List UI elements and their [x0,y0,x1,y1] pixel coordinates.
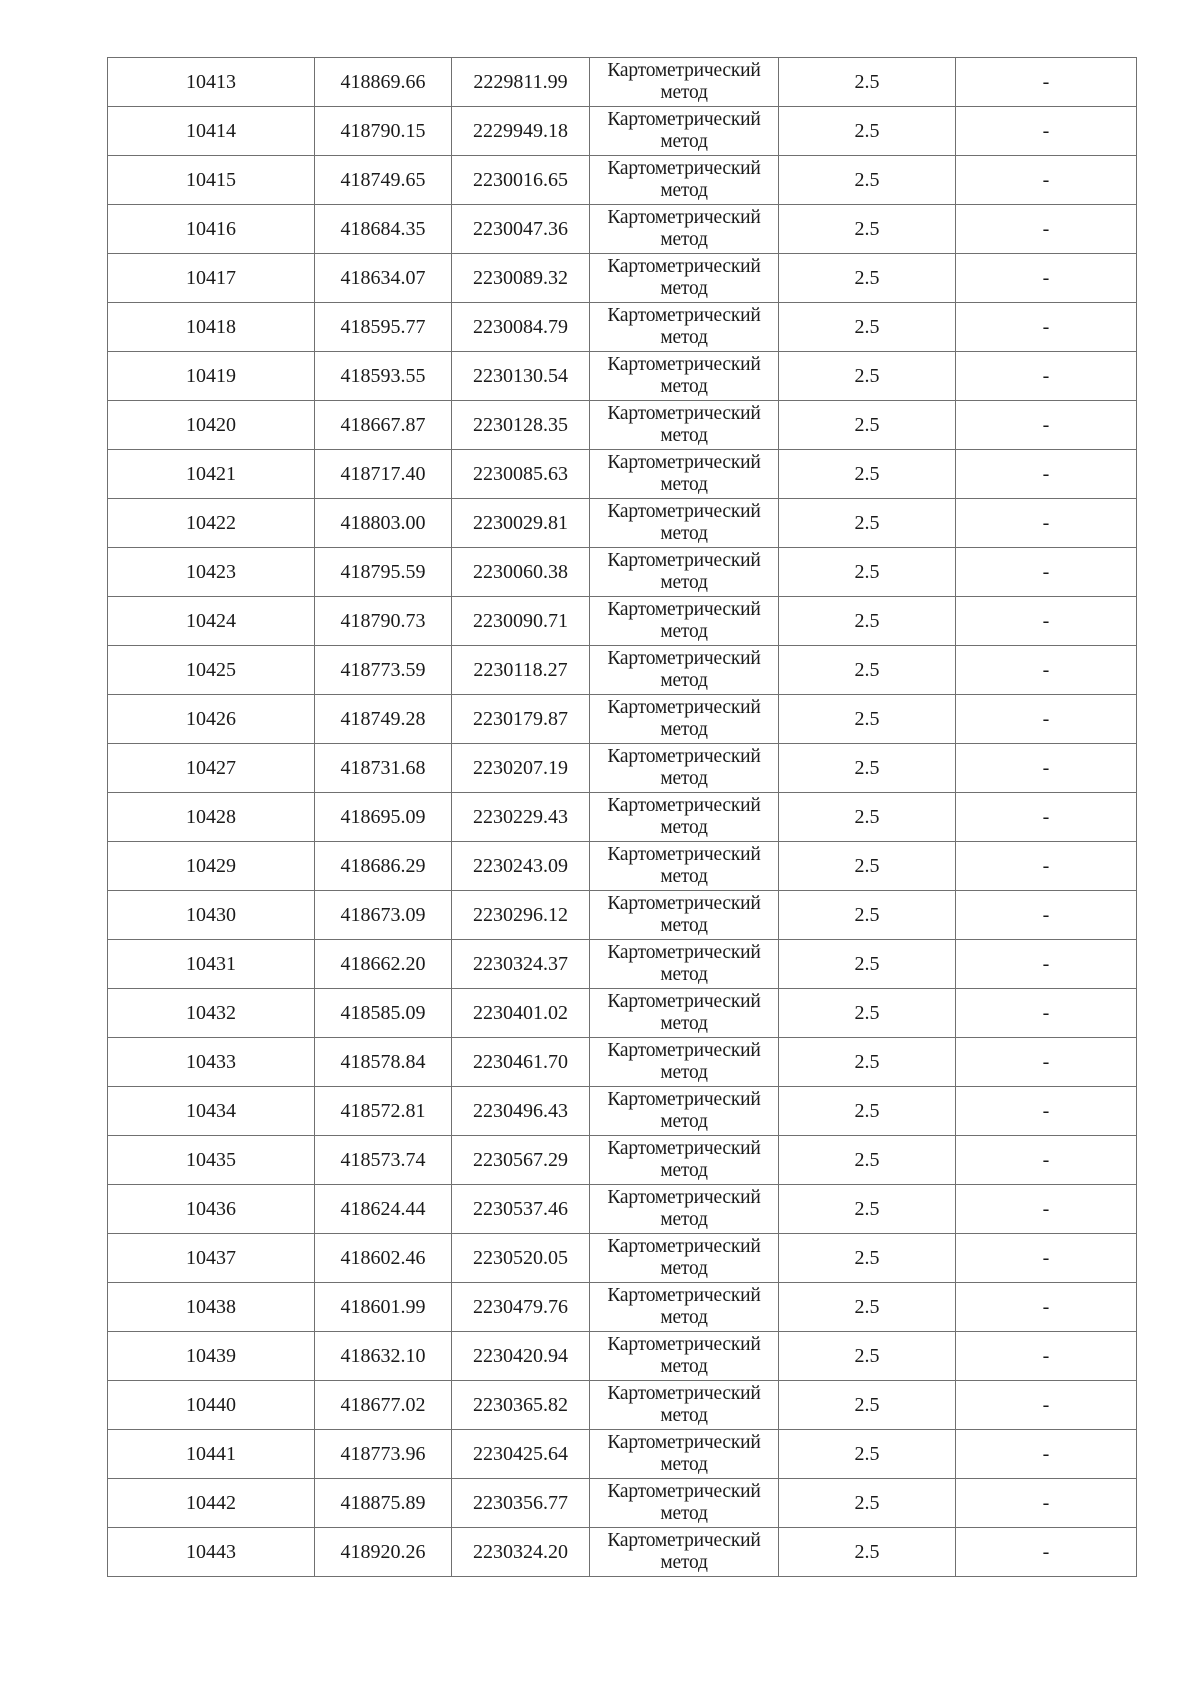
method-cell [590,1087,779,1136]
coordinates-table [107,57,1137,1577]
method-line-2: метод [660,621,708,642]
method-line-1: Картометрический [607,991,761,1012]
method-cell [590,695,779,744]
note-cell: - [956,1381,1137,1430]
point-number-cell: 10421 [108,450,315,499]
accuracy-cell: 2.5 [779,695,956,744]
method-cell [590,1136,779,1185]
method-line-2: метод [660,1307,708,1328]
point-number-cell: 10419 [108,352,315,401]
y-coordinate-cell: 2230090.71 [452,597,590,646]
method-cell [590,646,779,695]
method-line-1: Картометрический [607,795,761,816]
method-line-1: Картометрический [607,452,761,473]
x-coordinate-cell: 418773.59 [315,646,452,695]
method-line-2: метод [660,82,708,103]
point-number-cell: 10417 [108,254,315,303]
method-line-1: Картометрический [607,403,761,424]
note-cell: - [956,303,1137,352]
method-line-1: Картометрический [607,207,761,228]
method-line-2: метод [660,229,708,250]
method-line-1: Картометрический [607,648,761,669]
method-line-2: метод [660,474,708,495]
accuracy-cell: 2.5 [779,1479,956,1528]
table-row [108,1479,1137,1528]
x-coordinate-cell: 418593.55 [315,352,452,401]
x-coordinate-cell: 418578.84 [315,1038,452,1087]
method-cell [590,254,779,303]
accuracy-cell: 2.5 [779,1038,956,1087]
accuracy-cell: 2.5 [779,793,956,842]
method-line-2: метод [660,1454,708,1475]
y-coordinate-cell: 2230118.27 [452,646,590,695]
x-coordinate-cell: 418634.07 [315,254,452,303]
accuracy-cell: 2.5 [779,1087,956,1136]
method-cell [590,1381,779,1430]
method-line-2: метод [660,1356,708,1377]
point-number-cell: 10425 [108,646,315,695]
method-line-2: метод [660,1062,708,1083]
method-line-1: Картометрический [607,1040,761,1061]
method-cell [590,303,779,352]
method-line-2: метод [660,180,708,201]
x-coordinate-cell: 418717.40 [315,450,452,499]
table-row [108,1283,1137,1332]
y-coordinate-cell: 2230029.81 [452,499,590,548]
method-line-1: Картометрический [607,305,761,326]
accuracy-cell: 2.5 [779,450,956,499]
note-cell: - [956,940,1137,989]
point-number-cell: 10443 [108,1528,315,1577]
table-row [108,793,1137,842]
method-cell [590,1332,779,1381]
method-line-1: Картометрический [607,1187,761,1208]
note-cell: - [956,1528,1137,1577]
method-line-1: Картометрический [607,256,761,277]
method-line-2: метод [660,866,708,887]
method-line-1: Картометрический [607,501,761,522]
table-row [108,1136,1137,1185]
method-line-1: Картометрический [607,599,761,620]
accuracy-cell: 2.5 [779,548,956,597]
x-coordinate-cell: 418677.02 [315,1381,452,1430]
method-line-1: Картометрический [607,1334,761,1355]
x-coordinate-cell: 418795.59 [315,548,452,597]
method-cell [590,352,779,401]
table-row [108,254,1137,303]
point-number-cell: 10427 [108,744,315,793]
point-number-cell: 10429 [108,842,315,891]
point-number-cell: 10423 [108,548,315,597]
method-line-1: Картометрический [607,746,761,767]
coordinates-table-body [108,58,1137,1577]
method-line-2: метод [660,670,708,691]
method-line-2: метод [660,523,708,544]
point-number-cell: 10433 [108,1038,315,1087]
x-coordinate-cell: 418662.20 [315,940,452,989]
table-row [108,548,1137,597]
x-coordinate-cell: 418585.09 [315,989,452,1038]
point-number-cell: 10413 [108,58,315,107]
y-coordinate-cell: 2230047.36 [452,205,590,254]
method-line-2: метод [660,327,708,348]
method-line-2: метод [660,376,708,397]
x-coordinate-cell: 418686.29 [315,842,452,891]
note-cell: - [956,744,1137,793]
accuracy-cell: 2.5 [779,107,956,156]
accuracy-cell: 2.5 [779,842,956,891]
y-coordinate-cell: 2230496.43 [452,1087,590,1136]
y-coordinate-cell: 2230130.54 [452,352,590,401]
y-coordinate-cell: 2230537.46 [452,1185,590,1234]
method-line-1: Картометрический [607,1432,761,1453]
point-number-cell: 10441 [108,1430,315,1479]
method-cell [590,1479,779,1528]
y-coordinate-cell: 2230401.02 [452,989,590,1038]
point-number-cell: 10430 [108,891,315,940]
y-coordinate-cell: 2230520.05 [452,1234,590,1283]
method-cell [590,205,779,254]
method-line-1: Картометрический [607,1481,761,1502]
method-line-1: Картометрический [607,109,761,130]
y-coordinate-cell: 2230461.70 [452,1038,590,1087]
y-coordinate-cell: 2230128.35 [452,401,590,450]
x-coordinate-cell: 418602.46 [315,1234,452,1283]
table-row [108,1234,1137,1283]
note-cell: - [956,1332,1137,1381]
method-line-1: Картометрический [607,697,761,718]
y-coordinate-cell: 2230060.38 [452,548,590,597]
x-coordinate-cell: 418572.81 [315,1087,452,1136]
x-coordinate-cell: 418749.28 [315,695,452,744]
x-coordinate-cell: 418595.77 [315,303,452,352]
point-number-cell: 10439 [108,1332,315,1381]
note-cell: - [956,695,1137,744]
method-cell [590,891,779,940]
x-coordinate-cell: 418749.65 [315,156,452,205]
table-row [108,744,1137,793]
point-number-cell: 10424 [108,597,315,646]
method-cell [590,548,779,597]
y-coordinate-cell: 2230089.32 [452,254,590,303]
method-cell [590,940,779,989]
point-number-cell: 10442 [108,1479,315,1528]
accuracy-cell: 2.5 [779,156,956,205]
note-cell: - [956,891,1137,940]
point-number-cell: 10416 [108,205,315,254]
accuracy-cell: 2.5 [779,891,956,940]
y-coordinate-cell: 2230084.79 [452,303,590,352]
table-row [108,499,1137,548]
accuracy-cell: 2.5 [779,646,956,695]
method-line-1: Картометрический [607,354,761,375]
method-cell [590,744,779,793]
note-cell: - [956,352,1137,401]
point-number-cell: 10437 [108,1234,315,1283]
accuracy-cell: 2.5 [779,303,956,352]
point-number-cell: 10420 [108,401,315,450]
table-row [108,450,1137,499]
point-number-cell: 10440 [108,1381,315,1430]
y-coordinate-cell: 2229811.99 [452,58,590,107]
point-number-cell: 10435 [108,1136,315,1185]
point-number-cell: 10431 [108,940,315,989]
table-row [108,1430,1137,1479]
table-row [108,891,1137,940]
method-line-2: метод [660,768,708,789]
x-coordinate-cell: 418920.26 [315,1528,452,1577]
y-coordinate-cell: 2230365.82 [452,1381,590,1430]
method-line-2: метод [660,1503,708,1524]
method-line-1: Картометрический [607,158,761,179]
table-row [108,989,1137,1038]
method-cell [590,1283,779,1332]
table-row [108,1185,1137,1234]
x-coordinate-cell: 418601.99 [315,1283,452,1332]
point-number-cell: 10414 [108,107,315,156]
method-cell [590,499,779,548]
method-line-1: Картометрический [607,844,761,865]
method-cell [590,156,779,205]
note-cell: - [956,1185,1137,1234]
note-cell: - [956,1038,1137,1087]
note-cell: - [956,1087,1137,1136]
accuracy-cell: 2.5 [779,352,956,401]
point-number-cell: 10438 [108,1283,315,1332]
point-number-cell: 10436 [108,1185,315,1234]
x-coordinate-cell: 418773.96 [315,1430,452,1479]
accuracy-cell: 2.5 [779,205,956,254]
method-cell [590,1234,779,1283]
y-coordinate-cell: 2230420.94 [452,1332,590,1381]
accuracy-cell: 2.5 [779,1283,956,1332]
method-line-1: Картометрический [607,1236,761,1257]
method-line-1: Картометрический [607,942,761,963]
table-row [108,695,1137,744]
method-line-1: Картометрический [607,1138,761,1159]
method-line-2: метод [660,1209,708,1230]
method-line-2: метод [660,1160,708,1181]
y-coordinate-cell: 2230479.76 [452,1283,590,1332]
note-cell: - [956,401,1137,450]
table-row [108,940,1137,989]
accuracy-cell: 2.5 [779,1332,956,1381]
y-coordinate-cell: 2230016.65 [452,156,590,205]
note-cell: - [956,1234,1137,1283]
accuracy-cell: 2.5 [779,499,956,548]
method-cell [590,842,779,891]
method-line-1: Картометрический [607,550,761,571]
note-cell: - [956,548,1137,597]
method-line-2: метод [660,1405,708,1426]
x-coordinate-cell: 418869.66 [315,58,452,107]
y-coordinate-cell: 2230085.63 [452,450,590,499]
method-cell [590,1185,779,1234]
accuracy-cell: 2.5 [779,58,956,107]
method-line-2: метод [660,278,708,299]
method-cell [590,793,779,842]
method-cell [590,1528,779,1577]
point-number-cell: 10434 [108,1087,315,1136]
note-cell: - [956,1430,1137,1479]
note-cell: - [956,58,1137,107]
y-coordinate-cell: 2230356.77 [452,1479,590,1528]
x-coordinate-cell: 418573.74 [315,1136,452,1185]
table-row [108,156,1137,205]
point-number-cell: 10422 [108,499,315,548]
note-cell: - [956,842,1137,891]
method-line-2: метод [660,131,708,152]
x-coordinate-cell: 418624.44 [315,1185,452,1234]
table-row [108,1087,1137,1136]
point-number-cell: 10428 [108,793,315,842]
method-cell [590,401,779,450]
method-cell [590,1430,779,1479]
y-coordinate-cell: 2230207.19 [452,744,590,793]
note-cell: - [956,646,1137,695]
y-coordinate-cell: 2230324.20 [452,1528,590,1577]
note-cell: - [956,499,1137,548]
method-line-2: метод [660,425,708,446]
method-cell [590,1038,779,1087]
method-line-2: метод [660,1552,708,1573]
table-row [108,646,1137,695]
x-coordinate-cell: 418790.73 [315,597,452,646]
note-cell: - [956,1283,1137,1332]
x-coordinate-cell: 418684.35 [315,205,452,254]
method-line-1: Картометрический [607,1530,761,1551]
note-cell: - [956,205,1137,254]
accuracy-cell: 2.5 [779,1185,956,1234]
method-line-2: метод [660,1111,708,1132]
x-coordinate-cell: 418875.89 [315,1479,452,1528]
accuracy-cell: 2.5 [779,401,956,450]
accuracy-cell: 2.5 [779,940,956,989]
method-line-1: Картометрический [607,1089,761,1110]
note-cell: - [956,989,1137,1038]
point-number-cell: 10426 [108,695,315,744]
method-cell [590,450,779,499]
y-coordinate-cell: 2230425.64 [452,1430,590,1479]
accuracy-cell: 2.5 [779,989,956,1038]
method-line-2: метод [660,719,708,740]
note-cell: - [956,597,1137,646]
accuracy-cell: 2.5 [779,597,956,646]
x-coordinate-cell: 418803.00 [315,499,452,548]
method-cell [590,597,779,646]
table-row [108,107,1137,156]
x-coordinate-cell: 418790.15 [315,107,452,156]
table-row [108,842,1137,891]
method-line-2: метод [660,1258,708,1279]
y-coordinate-cell: 2230324.37 [452,940,590,989]
table-row [108,205,1137,254]
note-cell: - [956,450,1137,499]
method-line-1: Картометрический [607,60,761,81]
method-line-1: Картометрический [607,1285,761,1306]
y-coordinate-cell: 2230243.09 [452,842,590,891]
method-cell [590,107,779,156]
point-number-cell: 10418 [108,303,315,352]
accuracy-cell: 2.5 [779,1528,956,1577]
method-line-1: Картометрический [607,1383,761,1404]
x-coordinate-cell: 418673.09 [315,891,452,940]
accuracy-cell: 2.5 [779,1381,956,1430]
table-row [108,1332,1137,1381]
y-coordinate-cell: 2230179.87 [452,695,590,744]
accuracy-cell: 2.5 [779,254,956,303]
table-row [108,1381,1137,1430]
x-coordinate-cell: 418695.09 [315,793,452,842]
table-row [108,352,1137,401]
method-cell [590,58,779,107]
note-cell: - [956,1479,1137,1528]
method-line-2: метод [660,915,708,936]
method-line-2: метод [660,1013,708,1034]
table-row [108,1528,1137,1577]
table-row [108,401,1137,450]
method-line-2: метод [660,572,708,593]
method-line-1: Картометрический [607,893,761,914]
note-cell: - [956,793,1137,842]
y-coordinate-cell: 2230567.29 [452,1136,590,1185]
point-number-cell: 10415 [108,156,315,205]
accuracy-cell: 2.5 [779,1136,956,1185]
x-coordinate-cell: 418731.68 [315,744,452,793]
x-coordinate-cell: 418632.10 [315,1332,452,1381]
note-cell: - [956,107,1137,156]
y-coordinate-cell: 2230296.12 [452,891,590,940]
method-cell [590,989,779,1038]
point-number-cell: 10432 [108,989,315,1038]
table-row [108,58,1137,107]
x-coordinate-cell: 418667.87 [315,401,452,450]
accuracy-cell: 2.5 [779,1234,956,1283]
note-cell: - [956,156,1137,205]
note-cell: - [956,254,1137,303]
table-row [108,1038,1137,1087]
y-coordinate-cell: 2229949.18 [452,107,590,156]
accuracy-cell: 2.5 [779,1430,956,1479]
table-row [108,597,1137,646]
accuracy-cell: 2.5 [779,744,956,793]
note-cell: - [956,1136,1137,1185]
method-line-2: метод [660,964,708,985]
method-line-2: метод [660,817,708,838]
table-row [108,303,1137,352]
y-coordinate-cell: 2230229.43 [452,793,590,842]
